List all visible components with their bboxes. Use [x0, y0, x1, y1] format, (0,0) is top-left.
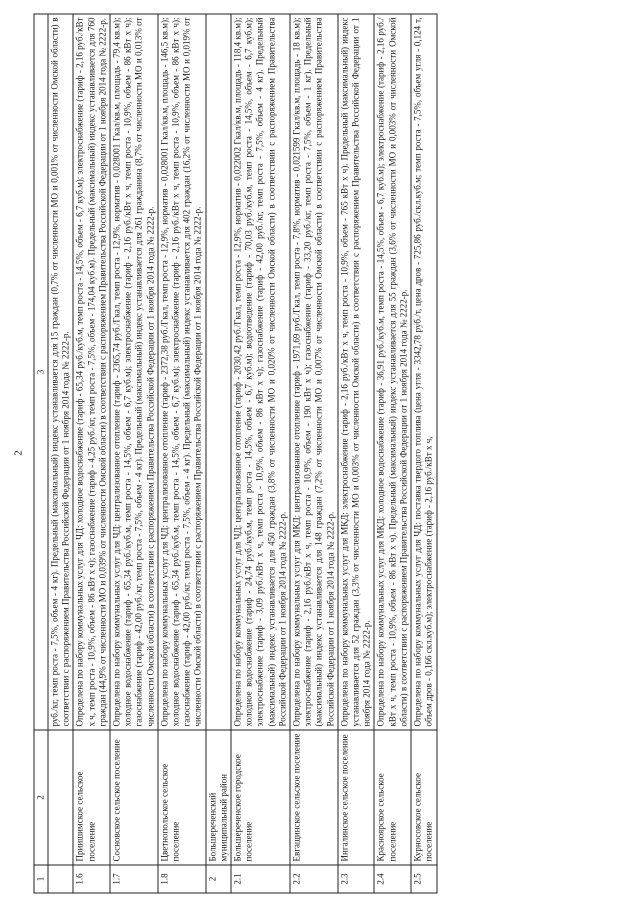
settlement-name: Ингалинское сельское поселение: [337, 730, 374, 865]
header-col-2: 2: [34, 730, 48, 865]
settlement-name: Приишимское сельское поселение: [73, 730, 110, 865]
tariff-description: Определена по набору коммунальных услуг для ЧД: холодное водоснабжение (тариф - 65,34 руб./куб.м, темп роста - 14,5%, объем - 6,7 куб.м); электроснабжение (тариф - 2,16 руб./кВт х ч, темп роста - 10,9%, объем - 86 кВт х ч); газоснабжение (тариф - 4,25 руб./кг, темп роста - 7,5%, объем - 174,04 куб.м). Предельный (максимальный) индекс устанавливается для 760 граждан (44,9% от численности МО и 0,039% от численности Омской области) в соответствии с распоряжением Правительства Российской Федерации от 1 ноября 2014 года № 2222-р.: [73, 14, 110, 730]
table-row: [110, 14, 158, 893]
tariff-description: Определена по набору коммунальных услуг для МКД: централизованное отопление (тариф - 1971,69 руб./Гкал, темп роста - 7,8%, норматив - 0,021599 Гкал/кв.м, площадь - 18 кв.м); электроснабжение (тариф - 2,16 руб./кВт х ч, темп роста - 10,9%, объем - 190 кВт х ч); газоснабжение (тариф - 33,20 руб./кг, темп роста - 7,5%, объем - 1 кг). Предельный (максимальный) индекс устанавливается для 148 граждан (7,2% от численности МО и 0,007% от численности Омской области) в соответствии с распоряжением Правительства Российской Федерации от 1 ноября 2014 года № 2222-р.: [290, 14, 338, 730]
page-number: 2: [12, 449, 24, 456]
row-number: 2.3: [337, 865, 374, 893]
header-col-3: 3: [34, 14, 48, 730]
row-number: 2.1: [231, 865, 290, 893]
row-number: 2.2: [290, 865, 338, 893]
tariff-description: Определена по набору коммунальных услуг для МКД: холодное водоснабжение (тариф - 36,91 руб./куб.м, темп роста - 14,5%, объем - 6,7 куб.м); электроснабжение (тариф - 2,16 руб./кВт х ч, темп роста - 10,9%, объем - 86 кВт х ч). Предельный (максимальный) индекс устанавливается для 55 граждан (3,6% от численности МО и 0,003% от численности Омской области) в соответствии с распоряжением Правительства Российской Федерации от 1 ноября 2014 года № 2222-р.: [374, 14, 411, 730]
row-number: 2.5: [411, 865, 436, 893]
tariff-description: Определена по набору коммунальных услуг для ЧД: поставка твердого топлива (цена угля - 3342,78 руб./т, цена дров - 725,86 руб./скл.куб.м; темп роста - 7,5%, объем угля - 0,124 т, объем дров - 0,166 скл.куб.м); электроснабжение (тариф - 2,16 руб./кВт х ч,: [411, 14, 436, 730]
row-number: 1.7: [110, 865, 158, 893]
table-row: [48, 14, 73, 893]
settlement-name: Большереченский муниципальный район: [205, 730, 230, 865]
header-col-1: 1: [34, 865, 48, 893]
table-header-row: [34, 14, 48, 893]
settlement-name: Цветнопольское сельское поселение: [157, 730, 205, 865]
tariff-description: Определена по набору коммунальных услуг для МКД: электроснабжение (тариф - 2,16 руб./кВт х ч, темп роста - 10,9%, объем - 765 кВт х ч). Предельный (максимальный) индекс устанавливается для 52 граждан (3,3% от численности МО и 0,003% от численности Омской области) в соответствии с распоряжением Правительства Российской Федерации от 1 ноября 2014 года № 2222-р.: [337, 14, 374, 730]
table-row: [290, 14, 338, 893]
tariff-table: [33, 13, 437, 893]
table-row: [73, 14, 110, 893]
settlement-name: Сосновское сельское поселение: [110, 730, 158, 865]
settlement-name: Большереченское городское поселение: [231, 730, 290, 865]
table-row: [337, 14, 374, 893]
settlement-name: Курносовское сельское поселение: [411, 730, 436, 865]
row-number: 1.6: [73, 865, 110, 893]
settlement-name: Красноярское сельское поселение: [374, 730, 411, 865]
table-row: [231, 14, 290, 893]
row-number: 2: [205, 865, 230, 893]
tariff-description: [205, 14, 230, 730]
row-number: [48, 865, 73, 893]
table-row: [205, 14, 230, 893]
settlement-name: [48, 730, 73, 865]
tariff-description: руб./кг, темп роста - 7,5%, объем - 4 кг). Предельный (максимальный) индекс устанавливается для 15 граждан (0,7% от численности МО и 0,001% от численности Омской области) в соответствии с распоряжением Правительства Российской Федерации от 1 ноября 2014 года № 2222-р.: [48, 14, 73, 730]
row-number: 1.8: [157, 865, 205, 893]
tariff-description: Определена по набору коммунальных услуг для ЧД: централизованное отопление (тариф - 2365,74 руб./Гкал, темп роста - 12,9%, норматив - 0,028001 Гкал/кв.м, площадь - 79,4 кв.м); холодное водоснабжение (тариф - 65,34 руб./куб.м, темп роста - 14,5%, объем - 6,7 куб.м); электроснабжение (тариф - 2,16 руб./кВт х ч, темп роста - 10,9%, объем - 86 кВт х ч); газоснабжение (тариф - 42,00 руб./кг, темп роста - 7,5%, объем - 4 кг). Предельный (максимальный) индекс устанавливается для 261 гражданина (8,7% от численности МО и 0,013% от численности Омской области) в соответствии с распоряжением Правительства Российской Федерации от 1 ноября 2014 года № 2222-р.: [110, 14, 158, 730]
table-row: [411, 14, 436, 893]
tariff-description: Определена по набору коммунальных услуг для ЧД: централизованное отопление (тариф - 2030,42 руб./Гкал, темп роста - 12,9%, норматив - 0,022002 Гкал/кв.м, площадь - 118,4 кв.м); холодное водоснабжение (тариф - 24,74 руб./куб.м, темп роста - 14,5%, объем - 6,7 куб.м); водоотведение (тариф - 70,03 руб./куб.м, темп роста - 14,5%, объем - 6,7 куб.м); электроснабжение (тариф - 3,09 руб./кВт х ч, темп роста - 10,9%, объем - 86 кВт х ч); газоснабжение (тариф - 42,00 руб./кг, темп роста - 7,5%, объем - 4 кг). Предельный (максимальный) индекс устанавливается для 450 граждан (3,8% от численности МО и 0,020% от численности Омской области) в соответствии с распоряжением Правительства Российской Федерации от 1 ноября 2014 года № 2222-р.: [231, 14, 290, 730]
table-row: [374, 14, 411, 893]
row-number: 2.4: [374, 865, 411, 893]
tariff-description: Определена по набору коммунальных услуг для ЧД: централизованное отопление (тариф - 2372,38 руб./Гкал, темп роста - 12,9%, норматив - 0,028001 Гкал/кв.м, площадь - 146,5 кв.м); холодное водоснабжение (тариф - 65,34 руб./куб.м, темп роста - 14,5%, объем - 6,7 куб.м); электроснабжение (тариф - 2,16 руб./кВт х ч, темп роста - 10,9%, объем - 86 кВт х ч); газоснабжение (тариф - 42,00 руб./кг, темп роста - 7,5%, объем - 4 кг). Предельный (максимальный) индекс устанавливается для 402 граждан (16,2% от численности МО и 0,019% от численности Омской области) в соответствии с распоряжением Правительства Российской Федерации от 1 ноября 2014 года № 2222-р.: [157, 14, 205, 730]
settlement-name: Евгащинское сельское поселение: [290, 730, 338, 865]
table-row: [157, 14, 205, 893]
